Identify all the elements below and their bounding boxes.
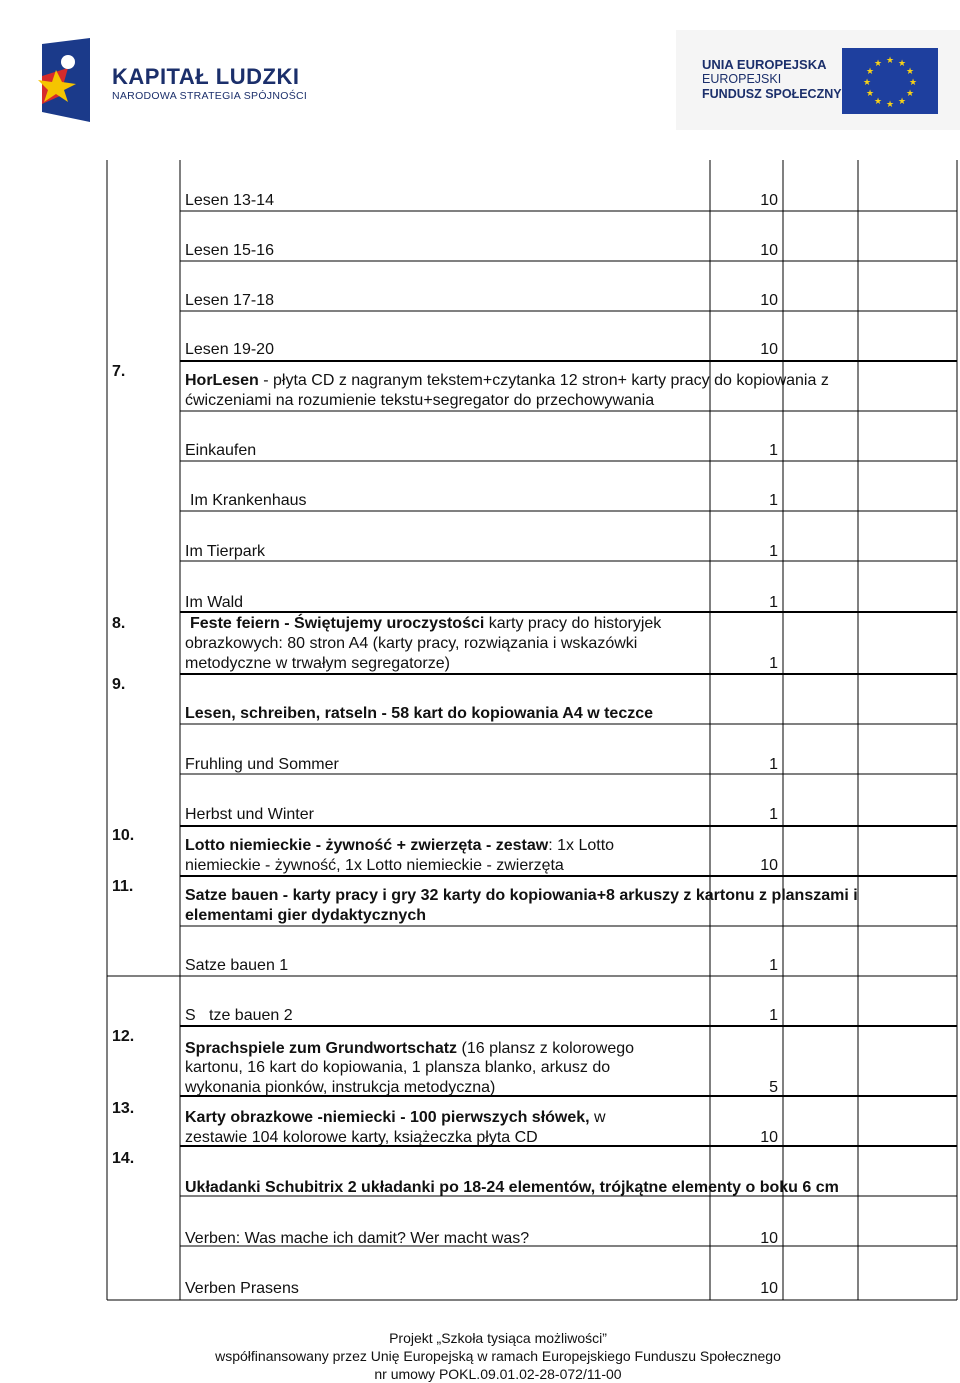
item-number-12: 12. [112,1028,135,1045]
row-title-einkaufen: Einkaufen [185,442,257,459]
item11-line2: elementami gier dydaktycznych [185,907,426,924]
row-qty-herbst: 1 [769,806,778,823]
item13-rest: w [589,1109,606,1126]
footer-project: Projekt „Szkoła tysiąca możliwości” [389,1330,607,1346]
row-title-fruhling: Fruhling und Sommer [185,756,339,773]
item13-line2: zestawie 104 kolorowe karty, książeczka płyta CD [185,1129,538,1146]
item11-line1: Satze bauen - karty pracy i gry 32 karty do kopiowania+8 arkuszy z kartonu z planszami i [185,887,858,904]
item12-bold: Sprachspiele zum Grundwortschatz [185,1040,458,1057]
item8-line1 [190,614,661,634]
row-qty-lesen-15-16: 10 [760,242,778,259]
item10-bold: Lotto niemieckie - żywność + zwierzęta - zestaw [185,837,549,854]
item9-title: Lesen, schreiben, ratseln - 58 kart do kopiowania A4 w teczce [185,705,654,722]
row-title-verben1: Verben: Was mache ich damit? Wer macht was? [185,1230,530,1247]
svg-text:★: ★ [873,59,883,69]
row-qty-verben2: 10 [760,1280,778,1297]
row-qty-krankenhaus: 1 [769,492,778,509]
svg-text:★: ★ [897,97,907,107]
row-title-tierpark: Im Tierpark [185,543,266,560]
ue-line1: UNIA EUROPEJSKA [702,57,827,72]
svg-text:★: ★ [905,89,915,99]
row-qty-tierpark: 1 [769,543,778,560]
item12-line1 [185,1039,634,1059]
item13-qty: 10 [760,1129,778,1146]
item13-line1 [185,1108,606,1128]
item7-bold: HorLesen [185,372,259,389]
row-qty-lesen-17-18: 10 [760,292,778,309]
row-qty-satze1: 1 [769,957,778,974]
item-number-9: 9. [112,676,126,693]
svg-text:★: ★ [905,67,915,77]
item12-qty: 5 [769,1079,778,1096]
item10-rest: : 1x Lotto [548,837,615,854]
item7-line2: ćwiczeniami na rozumienie tekstu+segregator do przechowywania [185,392,655,409]
item12-line3: wykonania pionków, instrukcja metodyczna) [185,1079,496,1096]
row-title-herbst: Herbst und Winter [185,806,314,823]
row-qty-satze2: 1 [769,1007,778,1024]
item-number-7: 7. [112,363,126,380]
ue-line2: EUROPEJSKI [702,72,782,86]
svg-text:★: ★ [885,56,895,66]
row-qty-lesen-13-14: 10 [760,192,778,209]
footer-contract: nr umowy POKL.09.01.02-28-072/11-00 [374,1366,622,1382]
item-number-8: 8. [112,615,126,632]
item-number-10: 10. [112,827,135,844]
item7-line1 [185,371,829,391]
row-title-satze1: Satze bauen 1 [185,957,289,974]
item10-line1 [185,836,614,856]
svg-text:★: ★ [873,97,883,107]
item-number-13: 13. [112,1100,135,1117]
row-qty-verben1: 10 [760,1230,778,1247]
item7-rest: - płyta CD z nagranym tekstem+czytanka 12 stron+ karty pracy do kopiowania z [258,372,829,389]
row-title-wald: Im Wald [185,594,244,611]
svg-text:★: ★ [865,89,875,99]
svg-text:★: ★ [908,78,918,88]
row-qty-wald: 1 [769,594,778,611]
item-number-14: 14. [112,1150,135,1167]
svg-text:★: ★ [885,100,895,110]
item12-rest: (16 plansz z kolorowego [457,1040,635,1057]
footer [0,1329,960,1383]
item8-rest: karty pracy do historyjek [484,615,662,632]
item12-line2: kartonu, 16 kart do kopiowania, 1 plansza blanko, arkusz do [185,1059,611,1076]
item14-title: Układanki Schubitrix 2 układanki po 18-24 elementów, trójkątne elementy o boku 6 cm [185,1179,839,1196]
item10-line2: niemieckie - żywność, 1x Lotto niemieckie - zwierzęta [185,857,564,874]
row-qty-fruhling: 1 [769,756,778,773]
item8-bold: Feste feiern - Świętujemy uroczystości [190,615,485,632]
svg-text:★: ★ [862,78,872,88]
item8-line3: metodyczne w trwałym segregatorze) [185,655,450,672]
row-title-verben2: Verben Prasens [185,1280,299,1297]
kapital-ludzki-title: KAPITAŁ LUDZKI [112,64,300,89]
row-title-lesen-15-16: Lesen 15-16 [185,242,274,259]
ue-line3: FUNDUSZ SPOŁECZNY [702,87,842,101]
row-title-lesen-19-20: Lesen 19-20 [185,341,274,358]
row-title-lesen-13-14: Lesen 13-14 [185,192,274,209]
item-number-11: 11. [112,878,134,895]
svg-text:★: ★ [865,67,875,77]
item8-line2: obrazkowych: 80 stron A4 (karty pracy, rozwiązania i wskazówki [185,635,638,652]
row-title-lesen-17-18: Lesen 17-18 [185,292,274,309]
item8-qty: 1 [769,655,778,672]
svg-text:★: ★ [897,59,907,69]
row-title-krankenhaus: Im Krankenhaus [190,492,307,509]
row-qty-einkaufen: 1 [769,442,778,459]
item13-bold: Karty obrazkowe -niemiecki - 100 pierwszych słówek, [185,1109,590,1126]
item10-qty: 10 [760,857,778,874]
kapital-ludzki-subtitle: NARODOWA STRATEGIA SPÓJNOŚCI [112,90,308,102]
row-title-satze2: S tze bauen 2 [185,1007,293,1024]
row-qty-lesen-19-20: 10 [760,341,778,358]
footer-cofinanced: współfinansowany przez Unię Europejską w ramach Europejskiego Funduszu Społecznego [215,1348,781,1364]
